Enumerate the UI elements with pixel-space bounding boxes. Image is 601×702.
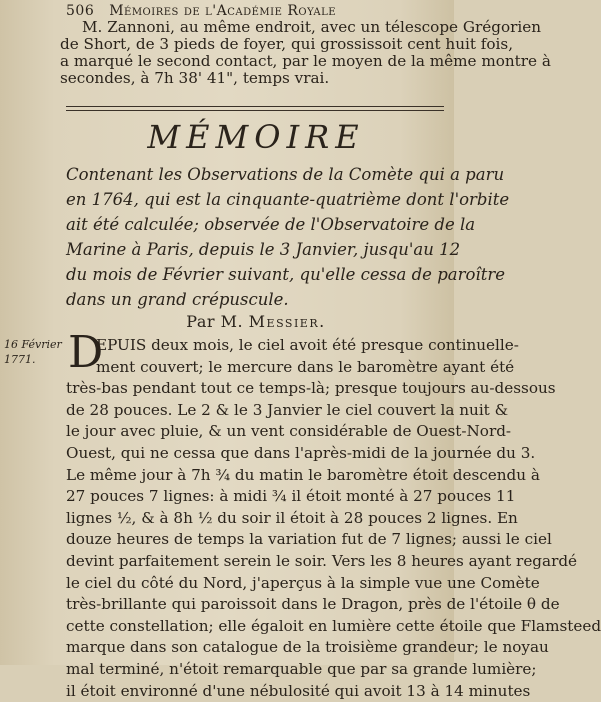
text-line: M. Zannoni, au même endroit, avec un télescope Grégorien (60, 19, 446, 36)
body-line: EPUIS deux mois, le ciel avoit été presque continuelle- (66, 335, 450, 357)
body-text (66, 335, 450, 702)
running-header (66, 3, 446, 19)
subtitle-line: du mois de Février suivant, qu'elle cessa de paroître (66, 262, 450, 287)
body-line: Ouest, qui ne cessa que dans l'après-midi de la journée du 3. (66, 443, 450, 465)
body-line: le ciel du côté du Nord, j'aperçus à la simple vue une Comète (66, 573, 450, 595)
margin-year: 1771. (4, 352, 64, 367)
body-line: devint parfaitement serein le soir. Vers les 8 heures ayant regardé (66, 551, 450, 573)
subtitle-line: Contenant les Observations de la Comète qui a paru (66, 162, 450, 187)
body-line: lignes ½, & à 8h ½ du soir il étoit à 28 pouces 2 lignes. En (66, 508, 450, 530)
top-paragraph (60, 19, 446, 87)
drop-capital: D (68, 333, 103, 373)
body-line: Le même jour à 7h ¾ du matin le baromètre étoit descendu à (66, 465, 450, 487)
author-line (66, 312, 446, 331)
body-line: marque dans son catalogue de la troisième grandeur; le noyau (66, 637, 450, 659)
body-line: cette constellation; elle égaloit en lumière cette étoile que Flamsteed (66, 616, 450, 638)
margin-note (4, 337, 64, 367)
body-line: très-bas pendant tout ce temps-là; presque toujours au-dessous (66, 378, 450, 400)
margin-date: 16 Février (4, 337, 64, 352)
memoir-subtitle (66, 162, 450, 312)
subtitle-line: ait été calculée; observée de l'Observatoire de la (66, 212, 450, 237)
text-line: a marqué le second contact, par le moyen de la même montre à (60, 53, 446, 70)
body-line: ment couvert; le mercure dans le baromètre ayant été (66, 357, 450, 379)
subtitle-line: dans un grand crépuscule. (66, 287, 450, 312)
text-line: de Short, de 3 pieds de foyer, qui grossissoit cent huit fois, (60, 36, 446, 53)
subtitle-line: Marine à Paris, depuis le 3 Janvier, jusqu'au 12 (66, 237, 450, 262)
body-line: de 28 pouces. Le 2 & le 3 Janvier le ciel couvert la nuit & (66, 400, 450, 422)
body-line: douze heures de temps la variation fut de 7 lignes; aussi le ciel (66, 529, 450, 551)
author-prefix: Par M. (186, 312, 248, 331)
running-title: Mémoires de l'Académie Royale (109, 3, 336, 19)
section-divider (66, 106, 444, 111)
subtitle-line: en 1764, qui est la cinquante-quatrième dont l'orbite (66, 187, 450, 212)
page-number: 506 (66, 3, 94, 19)
body-line: 27 pouces 7 lignes: à midi ¾ il étoit monté à 27 pouces 11 (66, 486, 450, 508)
author-name: Messier. (249, 312, 326, 331)
memoir-title: MÉMOIRE (66, 118, 446, 156)
body-line: le jour avec pluie, & un vent considérable de Ouest-Nord- (66, 421, 450, 443)
body-line: très-brillante qui paroissoit dans le Dragon, près de l'étoile θ de (66, 594, 450, 616)
body-line: mal terminé, n'étoit remarquable que par sa grande lumière; (66, 659, 450, 681)
body-line: il étoit environné d'une nébulosité qui avoit 13 à 14 minutes (66, 681, 450, 702)
text-line: secondes, à 7h 38' 41", temps vrai. (60, 70, 446, 87)
